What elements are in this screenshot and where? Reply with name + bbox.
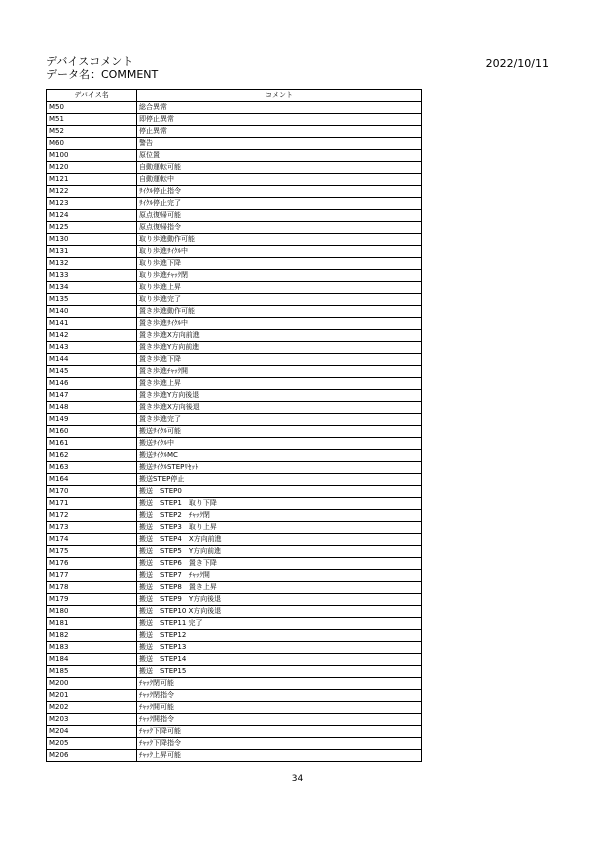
- table-row: [47, 342, 422, 354]
- device-cell: M204: [47, 726, 137, 738]
- device-cell: M100: [47, 150, 137, 162]
- table-row: [47, 402, 422, 414]
- table-row: [47, 534, 422, 546]
- table-row: [47, 522, 422, 534]
- comment-cell: 搬送 STEP15: [137, 666, 422, 678]
- comment-cell: 自動運転中: [137, 174, 422, 186]
- comment-cell: 取り歩進上昇: [137, 282, 422, 294]
- comment-cell: 置き歩進Y方向後退: [137, 390, 422, 402]
- device-cell: M180: [47, 606, 137, 618]
- table-row: [47, 606, 422, 618]
- page-number: 34: [291, 774, 304, 784]
- table-row: [47, 678, 422, 690]
- table-row: [47, 414, 422, 426]
- table-row: [47, 222, 422, 234]
- column-header-device: デバイス名: [47, 90, 137, 102]
- table-row: [47, 582, 422, 594]
- comment-cell: 搬送 STEP2 ﾁｬｯｸ閉: [137, 510, 422, 522]
- device-cell: M179: [47, 594, 137, 606]
- comment-cell: 搬送 STEP4 X方向前進: [137, 534, 422, 546]
- comment-cell: 搬送 STEP3 取り上昇: [137, 522, 422, 534]
- comment-cell: ｻｲｸﾙ停止指令: [137, 186, 422, 198]
- device-cell: M144: [47, 354, 137, 366]
- table-row: [47, 150, 422, 162]
- device-comment-table: [46, 89, 422, 762]
- device-cell: M142: [47, 330, 137, 342]
- table-row: [47, 690, 422, 702]
- comment-cell: 置き歩進X方向前進: [137, 330, 422, 342]
- table-row: [47, 618, 422, 630]
- device-cell: M164: [47, 474, 137, 486]
- comment-cell: 置き歩進動作可能: [137, 306, 422, 318]
- device-cell: M134: [47, 282, 137, 294]
- device-cell: M181: [47, 618, 137, 630]
- table-row: [47, 294, 422, 306]
- device-cell: M172: [47, 510, 137, 522]
- comment-cell: 取り歩進動作可能: [137, 234, 422, 246]
- device-cell: M123: [47, 198, 137, 210]
- device-cell: M170: [47, 486, 137, 498]
- device-cell: M122: [47, 186, 137, 198]
- device-cell: M163: [47, 462, 137, 474]
- device-cell: M178: [47, 582, 137, 594]
- print-date: 2022/10/11: [485, 57, 549, 70]
- device-cell: M183: [47, 642, 137, 654]
- comment-cell: 搬送 STEP9 Y方向後退: [137, 594, 422, 606]
- table-row: [47, 366, 422, 378]
- comment-cell: 置き歩進下降: [137, 354, 422, 366]
- device-cell: M171: [47, 498, 137, 510]
- device-cell: M161: [47, 438, 137, 450]
- page-title: デバイスコメント: [46, 55, 134, 68]
- comment-cell: 取り歩進下降: [137, 258, 422, 270]
- table-row: [47, 138, 422, 150]
- table-row: [47, 666, 422, 678]
- comment-cell: ﾁｬｯｸ閉可能: [137, 678, 422, 690]
- comment-cell: 取り歩進ﾁｬｯｸ閉: [137, 270, 422, 282]
- table-row: [47, 318, 422, 330]
- table-row: [47, 390, 422, 402]
- table-row: [47, 630, 422, 642]
- comment-cell: 搬送 STEP12: [137, 630, 422, 642]
- table-row: [47, 498, 422, 510]
- table-row: [47, 486, 422, 498]
- device-cell: M132: [47, 258, 137, 270]
- comment-cell: ﾁｬｯｸ開可能: [137, 702, 422, 714]
- table-row: [47, 558, 422, 570]
- column-header-comment: コメント: [137, 90, 422, 102]
- comment-cell: 置き歩進X方向後退: [137, 402, 422, 414]
- comment-cell: ﾁｬｯｸ下降可能: [137, 726, 422, 738]
- table-row: [47, 714, 422, 726]
- device-cell: M146: [47, 378, 137, 390]
- comment-cell: 原点復帰指令: [137, 222, 422, 234]
- comment-cell: 原点復帰可能: [137, 210, 422, 222]
- table-row: [47, 450, 422, 462]
- table-row: [47, 282, 422, 294]
- table-row: [47, 126, 422, 138]
- table-row: [47, 738, 422, 750]
- comment-cell: 搬送 STEP8 置き上昇: [137, 582, 422, 594]
- comment-cell: ｻｲｸﾙ停止完了: [137, 198, 422, 210]
- device-cell: M177: [47, 570, 137, 582]
- device-cell: M133: [47, 270, 137, 282]
- table-row: [47, 510, 422, 522]
- comment-cell: 搬送 STEP6 置き下降: [137, 558, 422, 570]
- device-cell: M50: [47, 102, 137, 114]
- device-cell: M160: [47, 426, 137, 438]
- table-row: [47, 378, 422, 390]
- comment-cell: 自動運転可能: [137, 162, 422, 174]
- comment-cell: 取り歩進ｻｲｸﾙ中: [137, 246, 422, 258]
- table-row: [47, 162, 422, 174]
- comment-cell: 警告: [137, 138, 422, 150]
- device-cell: M130: [47, 234, 137, 246]
- device-cell: M182: [47, 630, 137, 642]
- device-cell: M175: [47, 546, 137, 558]
- comment-cell: 停止異常: [137, 126, 422, 138]
- comment-cell: ﾁｬｯｸ上昇可能: [137, 750, 422, 762]
- table-row: [47, 702, 422, 714]
- comment-cell: 取り歩進完了: [137, 294, 422, 306]
- comment-cell: 搬送 STEP1 取り下降: [137, 498, 422, 510]
- comment-cell: ﾁｬｯｸ開指令: [137, 714, 422, 726]
- comment-cell: 搬送 STEP10 X方向後退: [137, 606, 422, 618]
- table-row: [47, 306, 422, 318]
- table-row: [47, 174, 422, 186]
- comment-cell: 搬送ｻｲｸﾙ中: [137, 438, 422, 450]
- comment-cell: 搬送ｻｲｸﾙ可能: [137, 426, 422, 438]
- device-cell: M131: [47, 246, 137, 258]
- comment-cell: 即停止異常: [137, 114, 422, 126]
- device-cell: M125: [47, 222, 137, 234]
- device-cell: M176: [47, 558, 137, 570]
- table-row: [47, 570, 422, 582]
- comment-cell: 置き歩進Y方向前進: [137, 342, 422, 354]
- data-name-label: データ名：COMMENT: [46, 68, 159, 81]
- device-cell: M120: [47, 162, 137, 174]
- device-cell: M203: [47, 714, 137, 726]
- table-header-row: [47, 90, 422, 102]
- table-row: [47, 234, 422, 246]
- device-cell: M124: [47, 210, 137, 222]
- table-row: [47, 246, 422, 258]
- table-row: [47, 330, 422, 342]
- comment-cell: 搬送 STEP0: [137, 486, 422, 498]
- device-cell: M147: [47, 390, 137, 402]
- device-cell: M60: [47, 138, 137, 150]
- comment-cell: 総合異常: [137, 102, 422, 114]
- device-cell: M185: [47, 666, 137, 678]
- table-row: [47, 198, 422, 210]
- device-cell: M148: [47, 402, 137, 414]
- table-row: [47, 258, 422, 270]
- device-cell: M51: [47, 114, 137, 126]
- comment-cell: 搬送 STEP14: [137, 654, 422, 666]
- device-cell: M205: [47, 738, 137, 750]
- device-cell: M143: [47, 342, 137, 354]
- comment-cell: 搬送 STEP7 ﾁｬｯｸ開: [137, 570, 422, 582]
- comment-cell: 搬送ｻｲｸﾙSTEPﾘｾｯﾄ: [137, 462, 422, 474]
- table-row: [47, 102, 422, 114]
- table-row: [47, 474, 422, 486]
- device-cell: M149: [47, 414, 137, 426]
- device-cell: M200: [47, 678, 137, 690]
- comment-cell: ﾁｬｯｸ閉指令: [137, 690, 422, 702]
- table-row: [47, 270, 422, 282]
- table-row: [47, 642, 422, 654]
- device-cell: M174: [47, 534, 137, 546]
- device-cell: M52: [47, 126, 137, 138]
- table-row: [47, 462, 422, 474]
- table-row: [47, 426, 422, 438]
- comment-cell: 搬送ｻｲｸﾙMC: [137, 450, 422, 462]
- table-row: [47, 654, 422, 666]
- device-cell: M206: [47, 750, 137, 762]
- device-cell: M141: [47, 318, 137, 330]
- comment-cell: 搬送 STEP13: [137, 642, 422, 654]
- table-row: [47, 186, 422, 198]
- comment-cell: 置き歩進上昇: [137, 378, 422, 390]
- comment-cell: 置き歩進ﾁｬｯｸ開: [137, 366, 422, 378]
- device-cell: M162: [47, 450, 137, 462]
- device-cell: M135: [47, 294, 137, 306]
- device-cell: M121: [47, 174, 137, 186]
- table-row: [47, 114, 422, 126]
- table-row: [47, 546, 422, 558]
- table-row: [47, 594, 422, 606]
- device-cell: M201: [47, 690, 137, 702]
- comment-cell: 置き歩進完了: [137, 414, 422, 426]
- comment-cell: ﾁｬｯｸ下降指令: [137, 738, 422, 750]
- table-row: [47, 354, 422, 366]
- table-row: [47, 750, 422, 762]
- table-row: [47, 210, 422, 222]
- device-cell: M202: [47, 702, 137, 714]
- table-row: [47, 438, 422, 450]
- device-cell: M145: [47, 366, 137, 378]
- device-cell: M173: [47, 522, 137, 534]
- comment-cell: 原位置: [137, 150, 422, 162]
- device-cell: M140: [47, 306, 137, 318]
- device-cell: M184: [47, 654, 137, 666]
- comment-cell: 搬送STEP停止: [137, 474, 422, 486]
- comment-cell: 置き歩進ｻｲｸﾙ中: [137, 318, 422, 330]
- comment-cell: 搬送 STEP11 完了: [137, 618, 422, 630]
- table-row: [47, 726, 422, 738]
- comment-cell: 搬送 STEP5 Y方向前進: [137, 546, 422, 558]
